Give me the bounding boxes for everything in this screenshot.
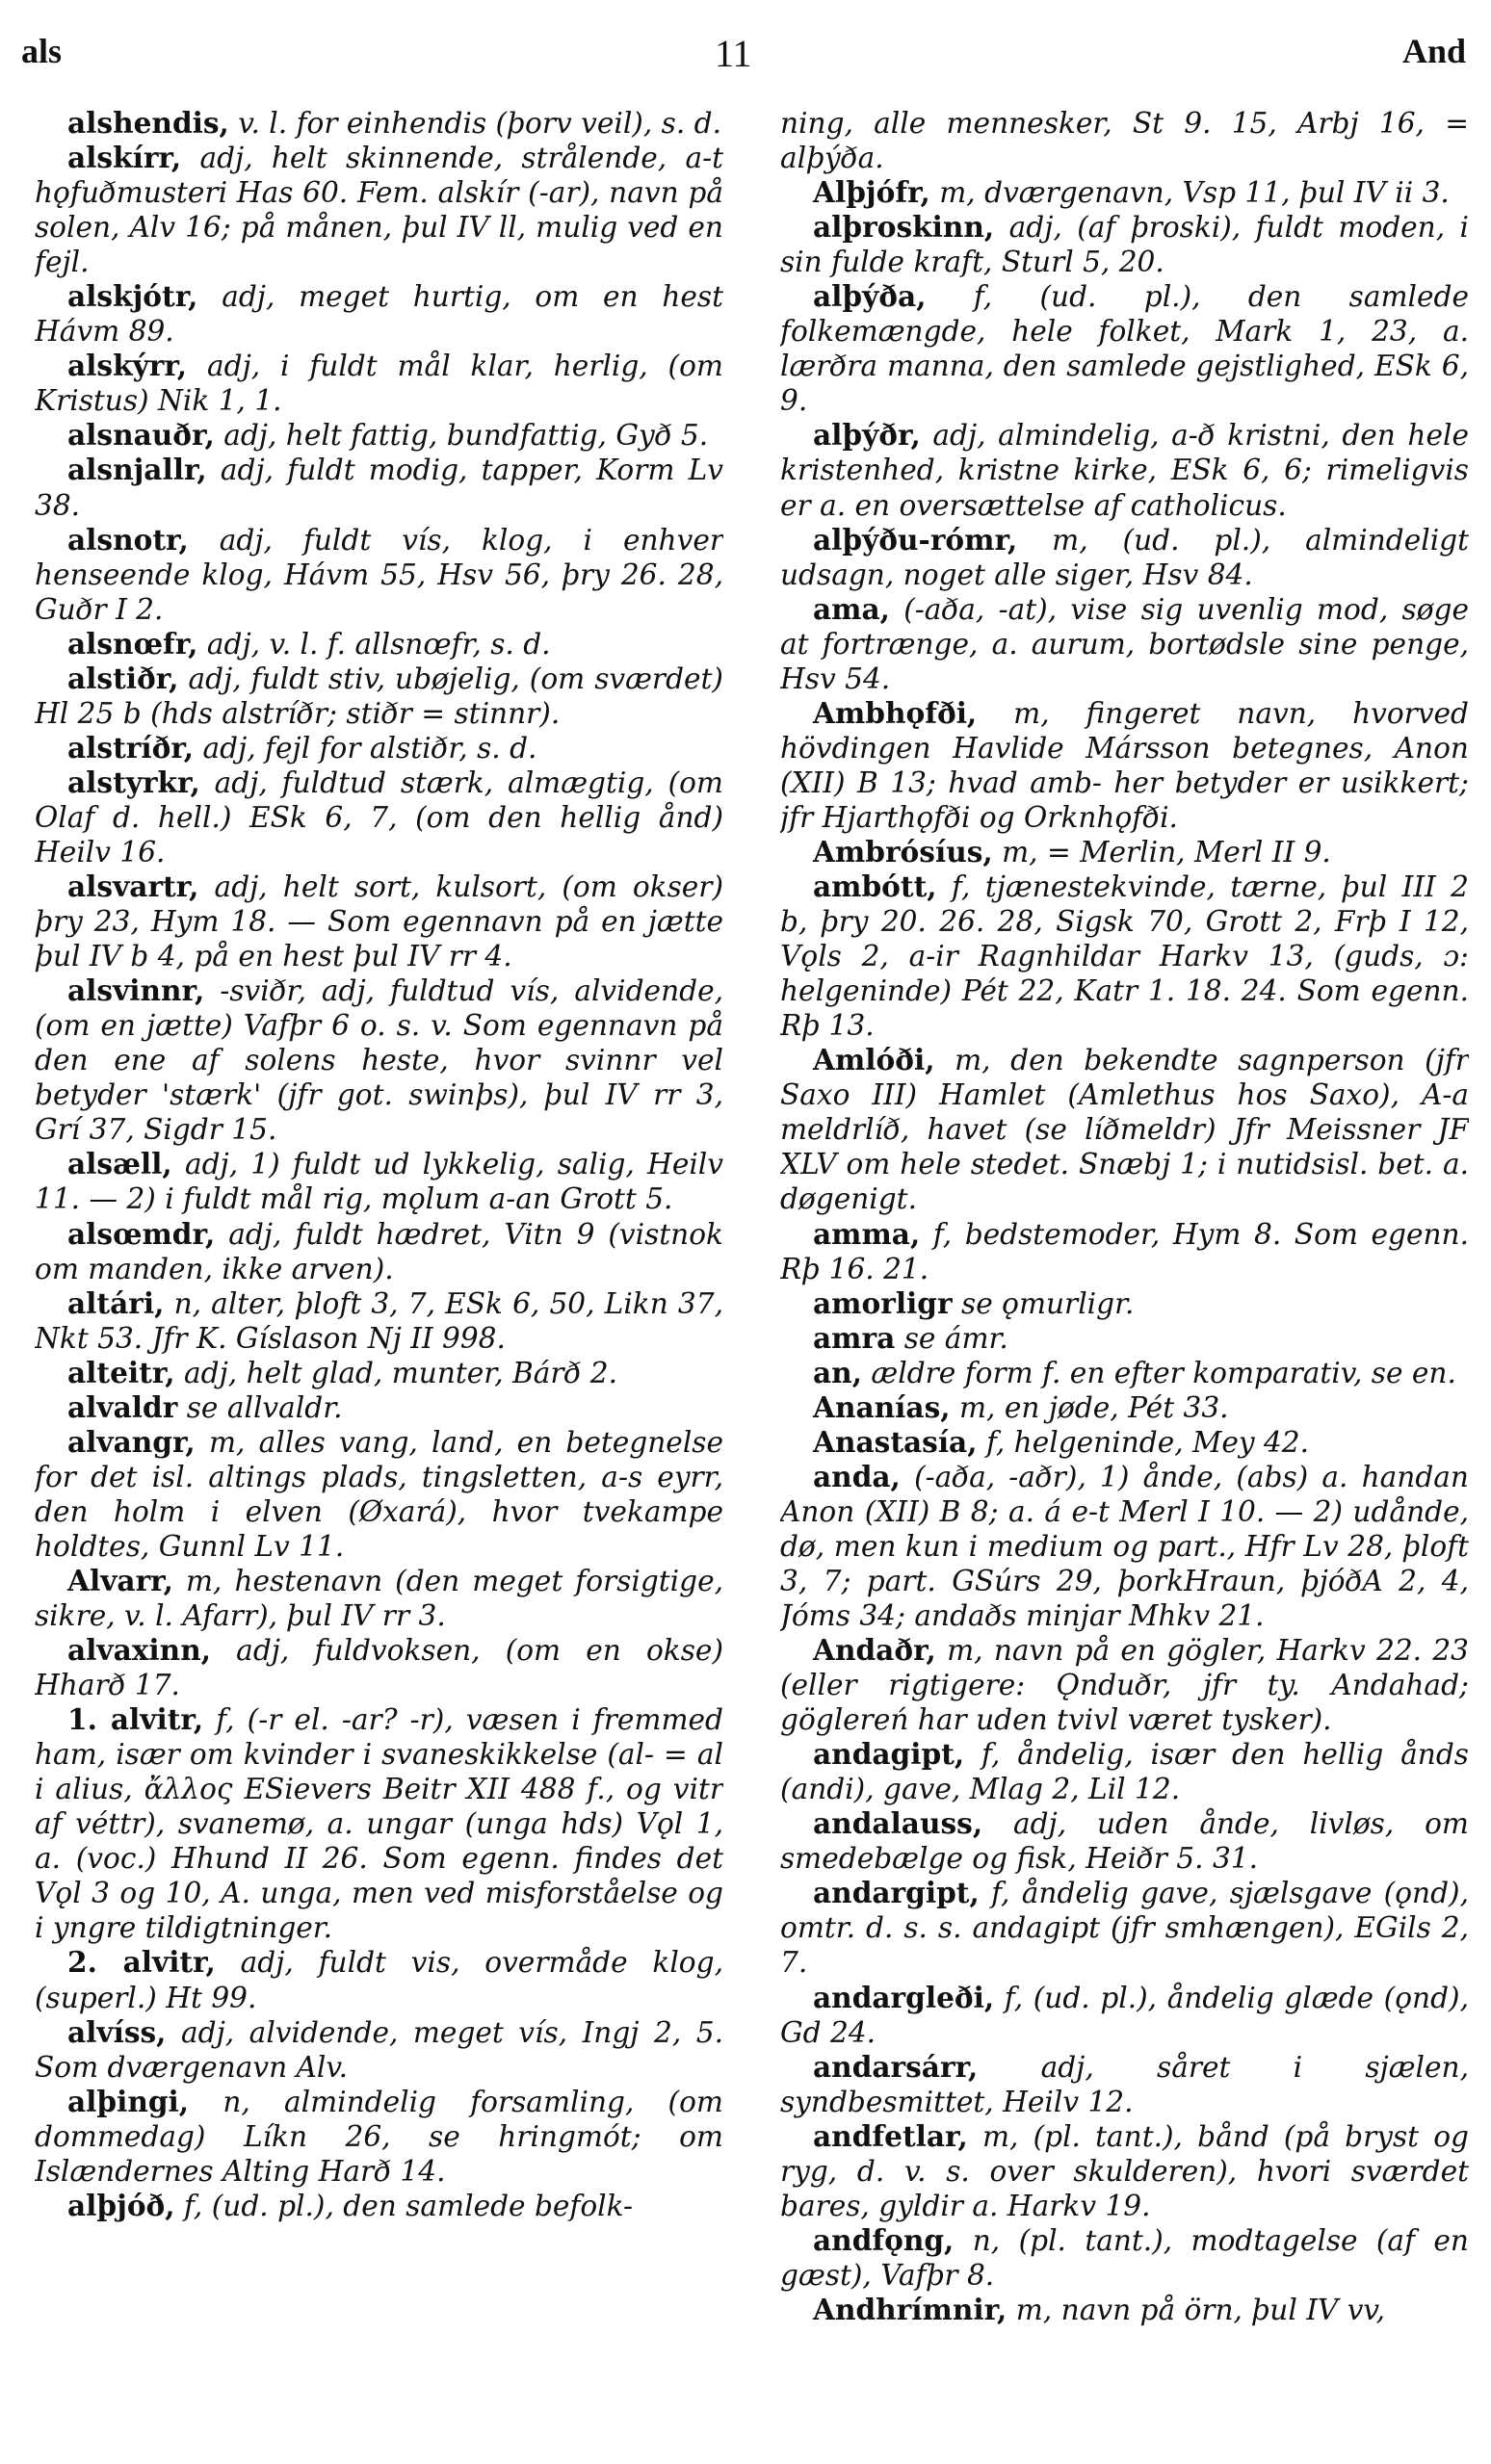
dictionary-entry bbox=[35, 1945, 723, 2014]
entry-definition: m, (ud. pl.), almindeligt udsagn, noget alle siger, Hsv 84. bbox=[780, 523, 1469, 591]
dictionary-entry bbox=[780, 869, 1469, 1043]
entry-headword: alskjótr, bbox=[67, 279, 198, 314]
dictionary-entry bbox=[780, 1286, 1469, 1321]
dictionary-entry bbox=[35, 141, 723, 279]
entry-definition: (-aða, -at), vise sig uvenlig mod, søge at fortrænge, a. aurum, bortødsle sine penge, Hsv 54. bbox=[780, 592, 1469, 695]
dictionary-entry bbox=[35, 1633, 723, 1702]
entry-headword: amra bbox=[813, 1320, 896, 1355]
entry-headword: alsnotr, bbox=[67, 522, 189, 557]
entry-headword: andargleði, bbox=[813, 1980, 995, 2014]
page-header bbox=[21, 31, 1466, 89]
dictionary-entry bbox=[35, 523, 723, 627]
entry-definition: adj, fuldt stiv, ubøjelig, (om sværdet) Hl 25 b (hds alstríðr; stiðr = stinnr). bbox=[35, 661, 723, 730]
entry-definition: adj, alvidende, meget vís, Ingj 2, 5. Som dværgenavn Alv. bbox=[35, 2015, 723, 2084]
dictionary-entry bbox=[780, 106, 1469, 175]
entry-headword: Andaðr, bbox=[813, 1633, 936, 1668]
running-head-right: And bbox=[1401, 32, 1466, 70]
dictionary-entry bbox=[35, 661, 723, 731]
page-number: 11 bbox=[715, 32, 752, 75]
entry-definition: m, en jøde, Pét 33. bbox=[958, 1390, 1229, 1424]
entry-headword: an, bbox=[813, 1355, 862, 1389]
dictionary-entry bbox=[780, 1425, 1469, 1460]
entry-headword: alþingi, bbox=[67, 2084, 190, 2118]
dictionary-entry bbox=[35, 349, 723, 418]
entry-headword: alvaxinn, bbox=[67, 1633, 212, 1668]
entry-definition: adj, såret i sjælen, syndbesmittet, Heilv 12. bbox=[780, 2050, 1469, 2118]
entry-definition: n, (pl. tant.), modtagelse (af en gæst), Vafþr 8. bbox=[780, 2223, 1469, 2292]
dictionary-entry bbox=[780, 835, 1469, 869]
dictionary-entry bbox=[35, 1702, 723, 1945]
entry-definition: m, fingeret navn, hvorved hövdingen Havlide Mársson betegnes, Anon (XII) B 13; hvad amb- her betyder er usikkert; jfr Hjarthǫfði og Orknhǫfði. bbox=[780, 696, 1469, 834]
entry-definition: m, hestenavn (den meget forsigtige, sikre, v. l. Afarr), þul IV rr 3. bbox=[35, 1564, 723, 1633]
entry-definition: adj, fuldvoksen, (om en okse) Hharð 17. bbox=[35, 1634, 723, 1702]
entry-definition: v. l. for einhendis (þorv veil), s. d. bbox=[238, 107, 722, 140]
dictionary-entry bbox=[780, 210, 1469, 279]
entry-definition: adj, fejl for alstiðr, s. d. bbox=[202, 731, 537, 765]
dictionary-entry bbox=[780, 1217, 1469, 1286]
dictionary-entry bbox=[35, 1147, 723, 1216]
right-column bbox=[780, 106, 1469, 2455]
entry-definition: adj, helt sort, kulsort, (om okser) þry 23, Hym 18. — Som egennavn på en jætte þul IV b 4, på en hest þul IV rr 4. bbox=[35, 870, 723, 973]
entry-headword: alsvartr, bbox=[67, 869, 199, 904]
entry-definition: m, navn på en gögler, Harkv 22. 23 (eller rigtigere: Ǫnduðr, jfr ty. Andahad; göglereń har uden tvivl været tysker). bbox=[780, 1634, 1469, 1737]
dictionary-entry bbox=[780, 1460, 1469, 1633]
dictionary-entry bbox=[35, 627, 723, 661]
entry-definition: adj, (af þroski), fuldt moden, i sin fulde kraft, Sturl 5, 20. bbox=[780, 211, 1469, 279]
dictionary-entry bbox=[780, 592, 1469, 696]
entry-headword: alþýða, bbox=[813, 279, 927, 314]
entry-definition: m, alles vang, land, en betegnelse for det isl. altings plads, tingsletten, a-s eyrr, den holm i elven (Øxará), hvor tvekampe holdtes, Gunnl Lv 11. bbox=[35, 1425, 723, 1563]
entry-definition: f, (-r el. -ar? -r), væsen i fremmed ham, især om kvinder i svaneskikkelse (al- = al i alius, ἄλλος ESievers Beitr XII 488 f., og vitr af véttr), svanemø, a. ungar (unga hds) Vǫl 1, a. (voc.) Hhund II 26. Som egenn. findes det Vǫl 3 og 10, A. unga, men ved misforståelse og i yngre tildigtninger. bbox=[35, 1703, 723, 1945]
dictionary-entry bbox=[35, 1564, 723, 1633]
entry-definition: m, den bekendte sagnperson (jfr Saxo III) Hamlet (Amlethus hos Saxo), A-a meldrlíð, havet (se líðmeldr) Jfr Meissner JF XLV om hele stedet. Snæbj 1; i nutidsisl. bet. a. døgenigt. bbox=[780, 1044, 1469, 1216]
dictionary-entry bbox=[780, 1876, 1469, 1980]
entry-headword: alvaldr bbox=[67, 1389, 178, 1424]
entry-headword: ambótt, bbox=[813, 869, 937, 904]
dictionary-entry bbox=[780, 696, 1469, 835]
entry-headword: Ambrósíus, bbox=[813, 834, 993, 869]
dictionary-entry bbox=[35, 1356, 723, 1390]
entry-headword: ama, bbox=[813, 591, 890, 626]
dictionary-entry bbox=[780, 523, 1469, 592]
entry-definition: adj, helt glad, munter, Bárð 2. bbox=[184, 1356, 618, 1389]
entry-headword: alteitr, bbox=[67, 1355, 175, 1389]
dictionary-entry bbox=[780, 1633, 1469, 1737]
dictionary-entry bbox=[780, 1390, 1469, 1425]
entry-headword: alsœmdr, bbox=[67, 1216, 216, 1251]
entry-headword: alsvinnr, bbox=[67, 973, 205, 1008]
entry-definition: ning, alle mennesker, St 9. 15, Arbj 16, = alþýða. bbox=[780, 107, 1469, 175]
dictionary-entry bbox=[780, 1806, 1469, 1876]
entry-headword: anda, bbox=[813, 1459, 901, 1493]
entry-definition: adj, uden ånde, livløs, om smedebælge og fisk, Heiðr 5. 31. bbox=[780, 1807, 1469, 1876]
entry-definition: adj, fuldt vís, klog, i enhver henseende klog, Hávm 55, Hsv 56, þry 26. 28, Guðr I 2. bbox=[35, 523, 723, 626]
entry-definition: m, = Merlin, Merl II 9. bbox=[1002, 835, 1331, 869]
entry-headword: amma, bbox=[813, 1216, 921, 1251]
entry-definition: -sviðr, adj, fuldtud vís, alvidende, (om en jætte) Vafþr 6 o. s. v. Som egennavn på den ene af solens heste, hvor svinnr vel betyder 'stærk' (jfr got. swinþs), þul IV rr 3, Grí 37, Sigdr 15. bbox=[35, 974, 723, 1147]
dictionary-entry bbox=[780, 175, 1469, 210]
entry-headword: alskýrr, bbox=[67, 349, 188, 383]
dictionary-entry bbox=[35, 453, 723, 522]
entry-headword: Andhrímnir, bbox=[813, 2292, 1007, 2326]
entry-definition: adj, almindelig, a-ð kristni, den hele kristenhed, kristne kirke, ESk 6, 6; rimeligvis er a. en oversættelse af catholicus. bbox=[780, 419, 1469, 522]
entry-definition: m, (pl. tant.), bånd (på bryst og ryg, d. v. s. over skulderen), hvori sværdet bares, gyldir a. Harkv 19. bbox=[780, 2119, 1469, 2222]
dictionary-entry bbox=[35, 418, 723, 453]
entry-headword: alsæll, bbox=[67, 1147, 172, 1181]
entry-definition: adj, fuldt modig, tapper, Korm Lv 38. bbox=[35, 454, 723, 522]
entry-headword: andfetlar, bbox=[813, 2118, 968, 2153]
dictionary-entry bbox=[35, 765, 723, 869]
entry-headword: alvangr, bbox=[67, 1424, 196, 1459]
entry-headword: Alvarr, bbox=[67, 1563, 173, 1597]
entry-definition: ældre form f. en efter komparativ, se en. bbox=[871, 1356, 1456, 1389]
entry-headword: andarsárr, bbox=[813, 2049, 979, 2084]
dictionary-entry bbox=[35, 731, 723, 765]
entry-definition: adj, i fuldt mål klar, herlig, (om Kristus) Nik 1, 1. bbox=[35, 350, 723, 418]
entry-headword: alþjóð, bbox=[67, 2188, 175, 2222]
dictionary-entry bbox=[35, 1217, 723, 1286]
entry-definition: f, bedstemoder, Hym 8. Som egenn. Rþ 16. 21. bbox=[780, 1217, 1469, 1285]
entry-headword: 1. alvitr, bbox=[67, 1702, 204, 1737]
entry-definition: f, helgeninde, Mey 42. bbox=[985, 1425, 1310, 1459]
entry-headword: alstyrkr, bbox=[67, 765, 200, 799]
entry-headword: altári, bbox=[67, 1285, 165, 1320]
dictionary-entry bbox=[35, 1425, 723, 1564]
dictionary-entry bbox=[35, 1390, 723, 1425]
dictionary-entry bbox=[780, 1981, 1469, 2050]
dictionary-entry bbox=[780, 418, 1469, 522]
entry-headword: alsnœfr, bbox=[67, 626, 198, 661]
entry-headword: Ambhǫfði, bbox=[813, 695, 978, 730]
entry-headword: alstríðr, bbox=[67, 730, 195, 765]
entry-definition: m, dværgenavn, Vsp 11, þul IV ii 3. bbox=[939, 176, 1450, 210]
entry-definition: n, alter, þloft 3, 7, ESk 6, 50, Likn 37, Nkt 53. Jfr K. Gíslason Nj II 998. bbox=[35, 1286, 723, 1355]
entry-headword: andagipt, bbox=[813, 1737, 965, 1772]
entry-definition: adj, fuldtud stærk, almægtig, (om Olaf d. hell.) ESk 6, 7, (om den hellig ånd) Heilv 16. bbox=[35, 765, 723, 869]
entry-headword: alþýðu-rómr, bbox=[813, 522, 1018, 557]
entry-definition: f, åndelig gave, sjælsgave (ǫnd), omtr. d. s. s. andagipt (jfr smhængen), EGils 2, 7. bbox=[780, 1877, 1469, 1980]
entry-headword: andfǫng, bbox=[813, 2222, 955, 2257]
dictionary-entry bbox=[780, 2293, 1469, 2327]
entry-headword: alsnjallr, bbox=[67, 453, 207, 487]
entry-headword: alþroskinn, bbox=[813, 210, 995, 245]
entry-definition: adj, helt skinnende, strålende, a-t hǫfuðmusteri Has 60. Fem. alskír (-ar), navn på solen, Alv 16; på månen, þul IV ll, mulig ved en fejl. bbox=[35, 142, 723, 279]
entry-definition: f, åndelig, især den hellig ånds (andi), gave, Mlag 2, Lil 12. bbox=[780, 1738, 1469, 1806]
entry-headword: alshendis, bbox=[67, 106, 229, 140]
entry-definition: adj, fuldt hædret, Vitn 9 (vistnok om manden, ikke arven). bbox=[35, 1217, 723, 1285]
dictionary-entry bbox=[35, 2085, 723, 2189]
entry-definition: adj, meget hurtig, om en hest Hávm 89. bbox=[35, 280, 723, 349]
entry-headword: 2. alvitr, bbox=[67, 1945, 216, 1980]
entry-headword: amorligr bbox=[813, 1285, 953, 1320]
dictionary-entry bbox=[780, 2223, 1469, 2293]
entry-headword: andargipt, bbox=[813, 1876, 980, 1910]
entry-definition: adj, 1) fuldt ud lykkelig, salig, Heilv 11. — 2) i fuldt mål rig, mǫlum a-an Grott 5. bbox=[35, 1148, 723, 1216]
dictionary-entry bbox=[35, 869, 723, 973]
entry-definition: adj, fuldt vis, overmåde klog, (superl.) Ht 99. bbox=[35, 1946, 723, 2014]
entry-headword: alsnauðr, bbox=[67, 418, 215, 453]
dictionary-entry bbox=[35, 973, 723, 1147]
entry-definition: se ǫmurligr. bbox=[961, 1286, 1135, 1320]
entry-definition: f, tjænestekvinde, tærne, þul III 2 b, þry 20. 26. 28, Sigsk 70, Grott 2, Frþ I 12, Vǫls 2, a-ir Ragnhildar Harkv 13, (guds, ɔ: helgeninde) Pét 22, Katr 1. 18. 24. Som egenn. Rþ 13. bbox=[780, 870, 1469, 1043]
entry-headword: Ananías, bbox=[813, 1389, 951, 1424]
entry-headword: alskírr, bbox=[67, 141, 182, 175]
entry-definition: f, (ud. pl.), den samlede befolk- bbox=[184, 2189, 634, 2222]
dictionary-entry bbox=[780, 1321, 1469, 1356]
dictionary-entry bbox=[780, 2119, 1469, 2223]
entry-definition: (-aða, -aðr), 1) ånde, (abs) a. handan Anon (XII) B 8; a. á e-t Merl I 10. — 2) udånde, dø, men kun i medium og part., Hfr Lv 28, þloft 3, 7; part. GSúrs 29, þorkHraun, þjóðA 2, 4, Jóms 34; andaðs minjar Mhkv 21. bbox=[780, 1460, 1469, 1633]
dictionary-entry bbox=[35, 2015, 723, 2085]
entry-headword: Amlóði, bbox=[813, 1043, 935, 1077]
entry-headword: alþýðr, bbox=[813, 418, 921, 453]
dictionary-entry bbox=[780, 1043, 1469, 1216]
dictionary-entry bbox=[780, 1737, 1469, 1806]
left-column bbox=[35, 106, 723, 2455]
dictionary-entry bbox=[780, 2050, 1469, 2119]
entry-headword: andalauss, bbox=[813, 1806, 983, 1841]
entry-headword: Anastasía, bbox=[813, 1424, 978, 1459]
dictionary-entry bbox=[780, 279, 1469, 418]
entry-definition: f, (ud. pl.), den samlede folkemængde, hele folket, Mark 1, 23, a. lærðra manna, den samlede gejstlighed, ESk 6, 9. bbox=[780, 280, 1469, 418]
running-head-left: als bbox=[21, 32, 63, 70]
dictionary-entry bbox=[35, 106, 723, 141]
entry-definition: adj, helt fattig, bundfattig, Gyð 5. bbox=[223, 419, 709, 453]
entry-headword: alvíss, bbox=[67, 2014, 167, 2049]
entry-definition: m, navn på örn, þul IV vv, bbox=[1015, 2293, 1386, 2326]
dictionary-entry bbox=[35, 2189, 723, 2223]
entry-headword: Alþjófr, bbox=[813, 175, 930, 210]
dictionary-entry bbox=[35, 1286, 723, 1356]
dictionary-entry bbox=[35, 279, 723, 349]
entry-definition: adj, v. l. f. allsnœfr, s. d. bbox=[206, 627, 551, 661]
entry-definition: se allvaldr. bbox=[186, 1390, 343, 1424]
entry-definition: se ámr. bbox=[903, 1321, 1008, 1355]
dictionary-entry bbox=[780, 1356, 1469, 1390]
entry-headword: alstiðr, bbox=[67, 661, 179, 695]
entry-definition: f, (ud. pl.), åndelig glæde (ǫnd), Gd 24. bbox=[780, 1981, 1469, 2049]
entry-definition: n, almindelig forsamling, (om dommedag) Líkn 26, se hringmót; om Islændernes Alting Harð 14. bbox=[35, 2085, 723, 2188]
